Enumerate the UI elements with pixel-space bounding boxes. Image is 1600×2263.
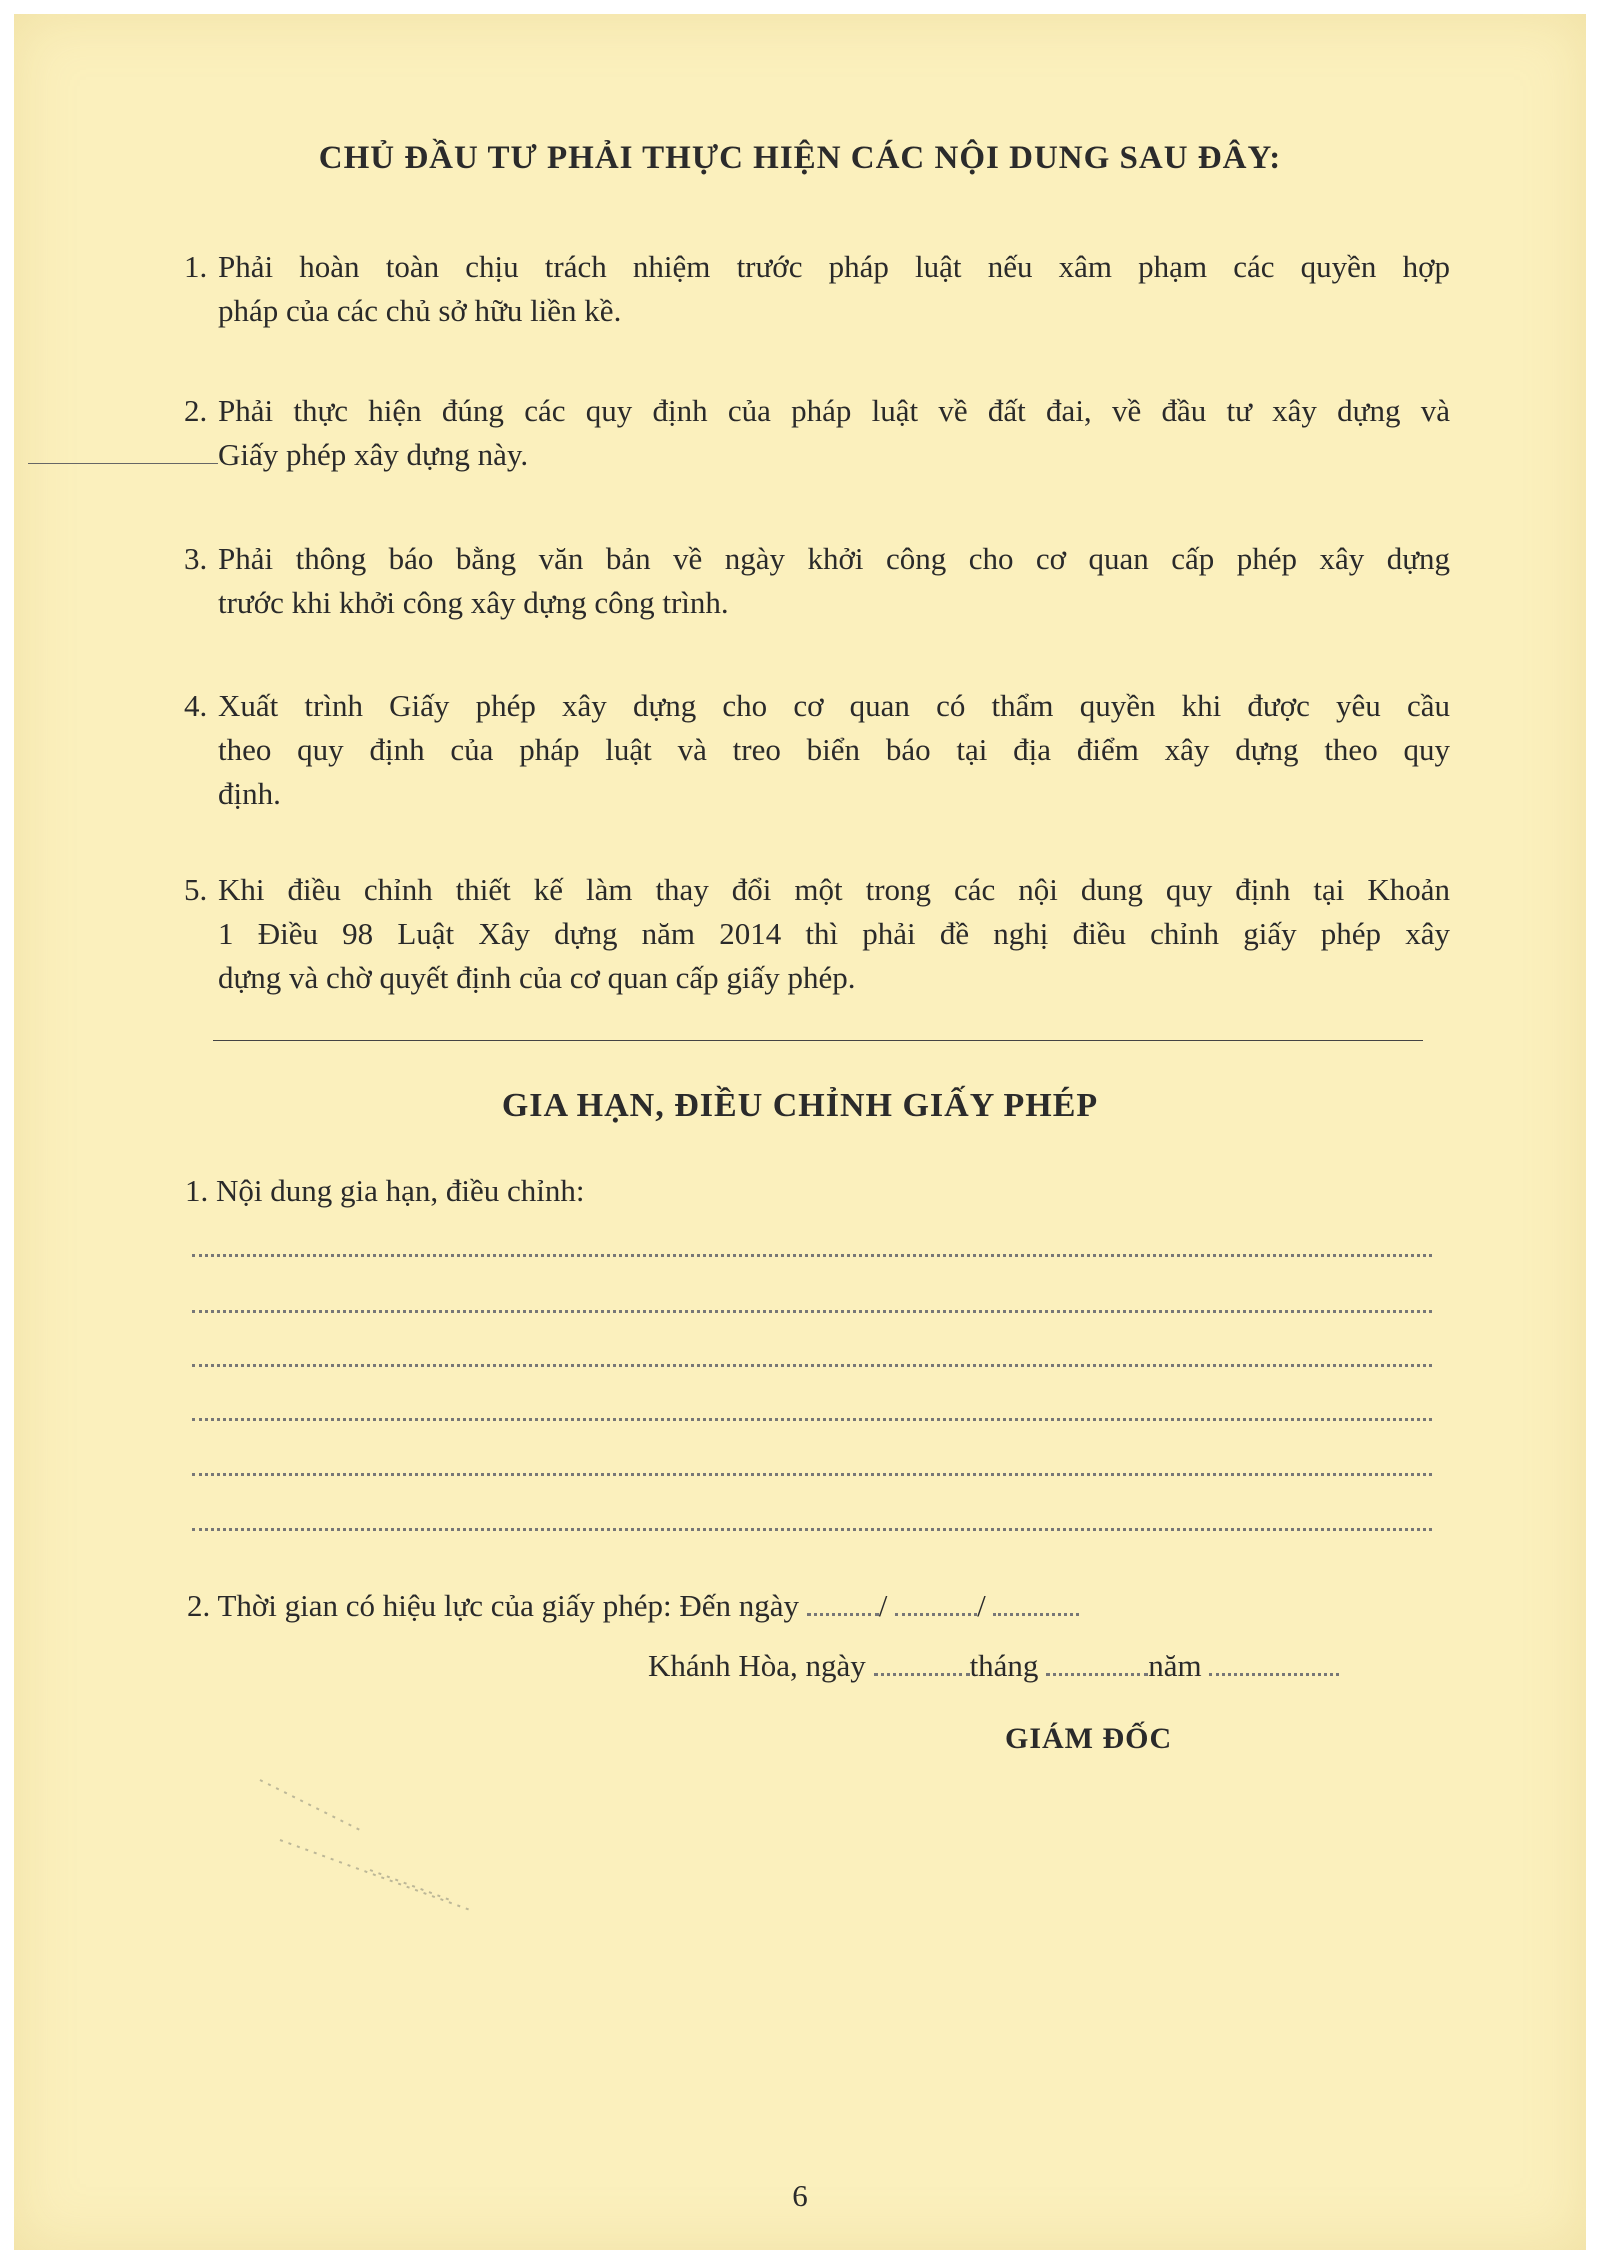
- obligation-item: [184, 868, 1450, 1000]
- obligation-line: trước khi khởi công xây dựng công trình.: [218, 585, 729, 620]
- content-dotted-line[interactable]: [192, 1310, 1432, 1313]
- page-number: 6: [792, 2178, 808, 2213]
- margin-mark: [28, 463, 218, 464]
- obligation-number: 3.: [184, 541, 208, 576]
- signature-month-blank[interactable]: [1046, 1653, 1148, 1676]
- obligations-title: CHỦ ĐẦU TƯ PHẢI THỰC HIỆN CÁC NỘI DUNG SAU ĐÂY:: [318, 140, 1282, 176]
- signer-title: GIÁM ĐỐC: [1005, 1722, 1173, 1755]
- validity-day-blank[interactable]: [807, 1593, 879, 1616]
- content-dotted-line[interactable]: [192, 1473, 1432, 1476]
- validity-year-blank[interactable]: [993, 1593, 1079, 1616]
- content-dotted-line[interactable]: [192, 1418, 1432, 1421]
- content-dotted-line[interactable]: [192, 1364, 1432, 1367]
- obligation-item: [184, 389, 1450, 477]
- obligation-line: theo quy định của pháp luật và treo biển báo tại địa điểm xây dựng theo quy: [218, 732, 1450, 767]
- obligation-line: Xuất trình Giấy phép xây dựng cho cơ quan có thẩm quyền khi được yêu cầu: [218, 688, 1450, 723]
- obligation-number: 5.: [184, 872, 208, 907]
- signature-year-label: năm: [1148, 1648, 1202, 1683]
- date-separator: /: [878, 1588, 888, 1623]
- obligation-item: [184, 245, 1450, 333]
- validity-month-blank[interactable]: [895, 1593, 977, 1616]
- obligation-line: định.: [218, 776, 281, 811]
- obligation-line: Giấy phép xây dựng này.: [218, 437, 529, 472]
- validity-label: 2. Thời gian có hiệu lực của giấy phép: Đến ngày: [187, 1588, 799, 1623]
- signature-place: Khánh Hòa, ngày: [648, 1648, 866, 1683]
- obligation-line: Phải thực hiện đúng các quy định của pháp luật về đất đai, về đầu tư xây dựng và: [218, 393, 1450, 428]
- obligation-line: 1 Điều 98 Luật Xây dựng năm 2014 thì phải đề nghị điều chỉnh giấy phép xây: [218, 916, 1450, 951]
- obligation-line: Khi điều chỉnh thiết kế làm thay đổi một trong các nội dung quy định tại Khoản: [218, 872, 1450, 907]
- section-divider: [213, 1040, 1423, 1041]
- obligation-line: Phải thông báo bằng văn bản về ngày khởi công cho cơ quan cấp phép xây dựng: [218, 541, 1450, 576]
- signature-date-row: [648, 1648, 1339, 1684]
- signature-day-blank[interactable]: [874, 1653, 970, 1676]
- obligation-number: 4.: [184, 688, 208, 723]
- extension-content-label: 1. Nội dung gia hạn, điều chỉnh:: [185, 1173, 585, 1208]
- obligation-line: dựng và chờ quyết định của cơ quan cấp giấy phép.: [218, 960, 856, 995]
- date-separator: /: [977, 1588, 986, 1623]
- validity-row: [187, 1588, 1079, 1624]
- obligation-line: pháp của các chủ sở hữu liền kề.: [218, 293, 622, 328]
- signature-year-blank[interactable]: [1209, 1653, 1339, 1676]
- content-dotted-line[interactable]: [192, 1254, 1432, 1257]
- faded-stamp-mark: [240, 1760, 540, 1960]
- extension-heading: GIA HẠN, ĐIỀU CHỈNH GIẤY PHÉP: [501, 1087, 1099, 1124]
- obligation-line: Phải hoàn toàn chịu trách nhiệm trước pháp luật nếu xâm phạm các quyền hợp: [218, 249, 1450, 284]
- obligation-number: 2.: [184, 393, 208, 428]
- content-dotted-line[interactable]: [192, 1528, 1432, 1531]
- obligation-item: [184, 684, 1450, 816]
- obligation-number: 1.: [184, 249, 208, 284]
- signature-month-label: tháng: [969, 1648, 1039, 1683]
- obligation-item: [184, 537, 1450, 625]
